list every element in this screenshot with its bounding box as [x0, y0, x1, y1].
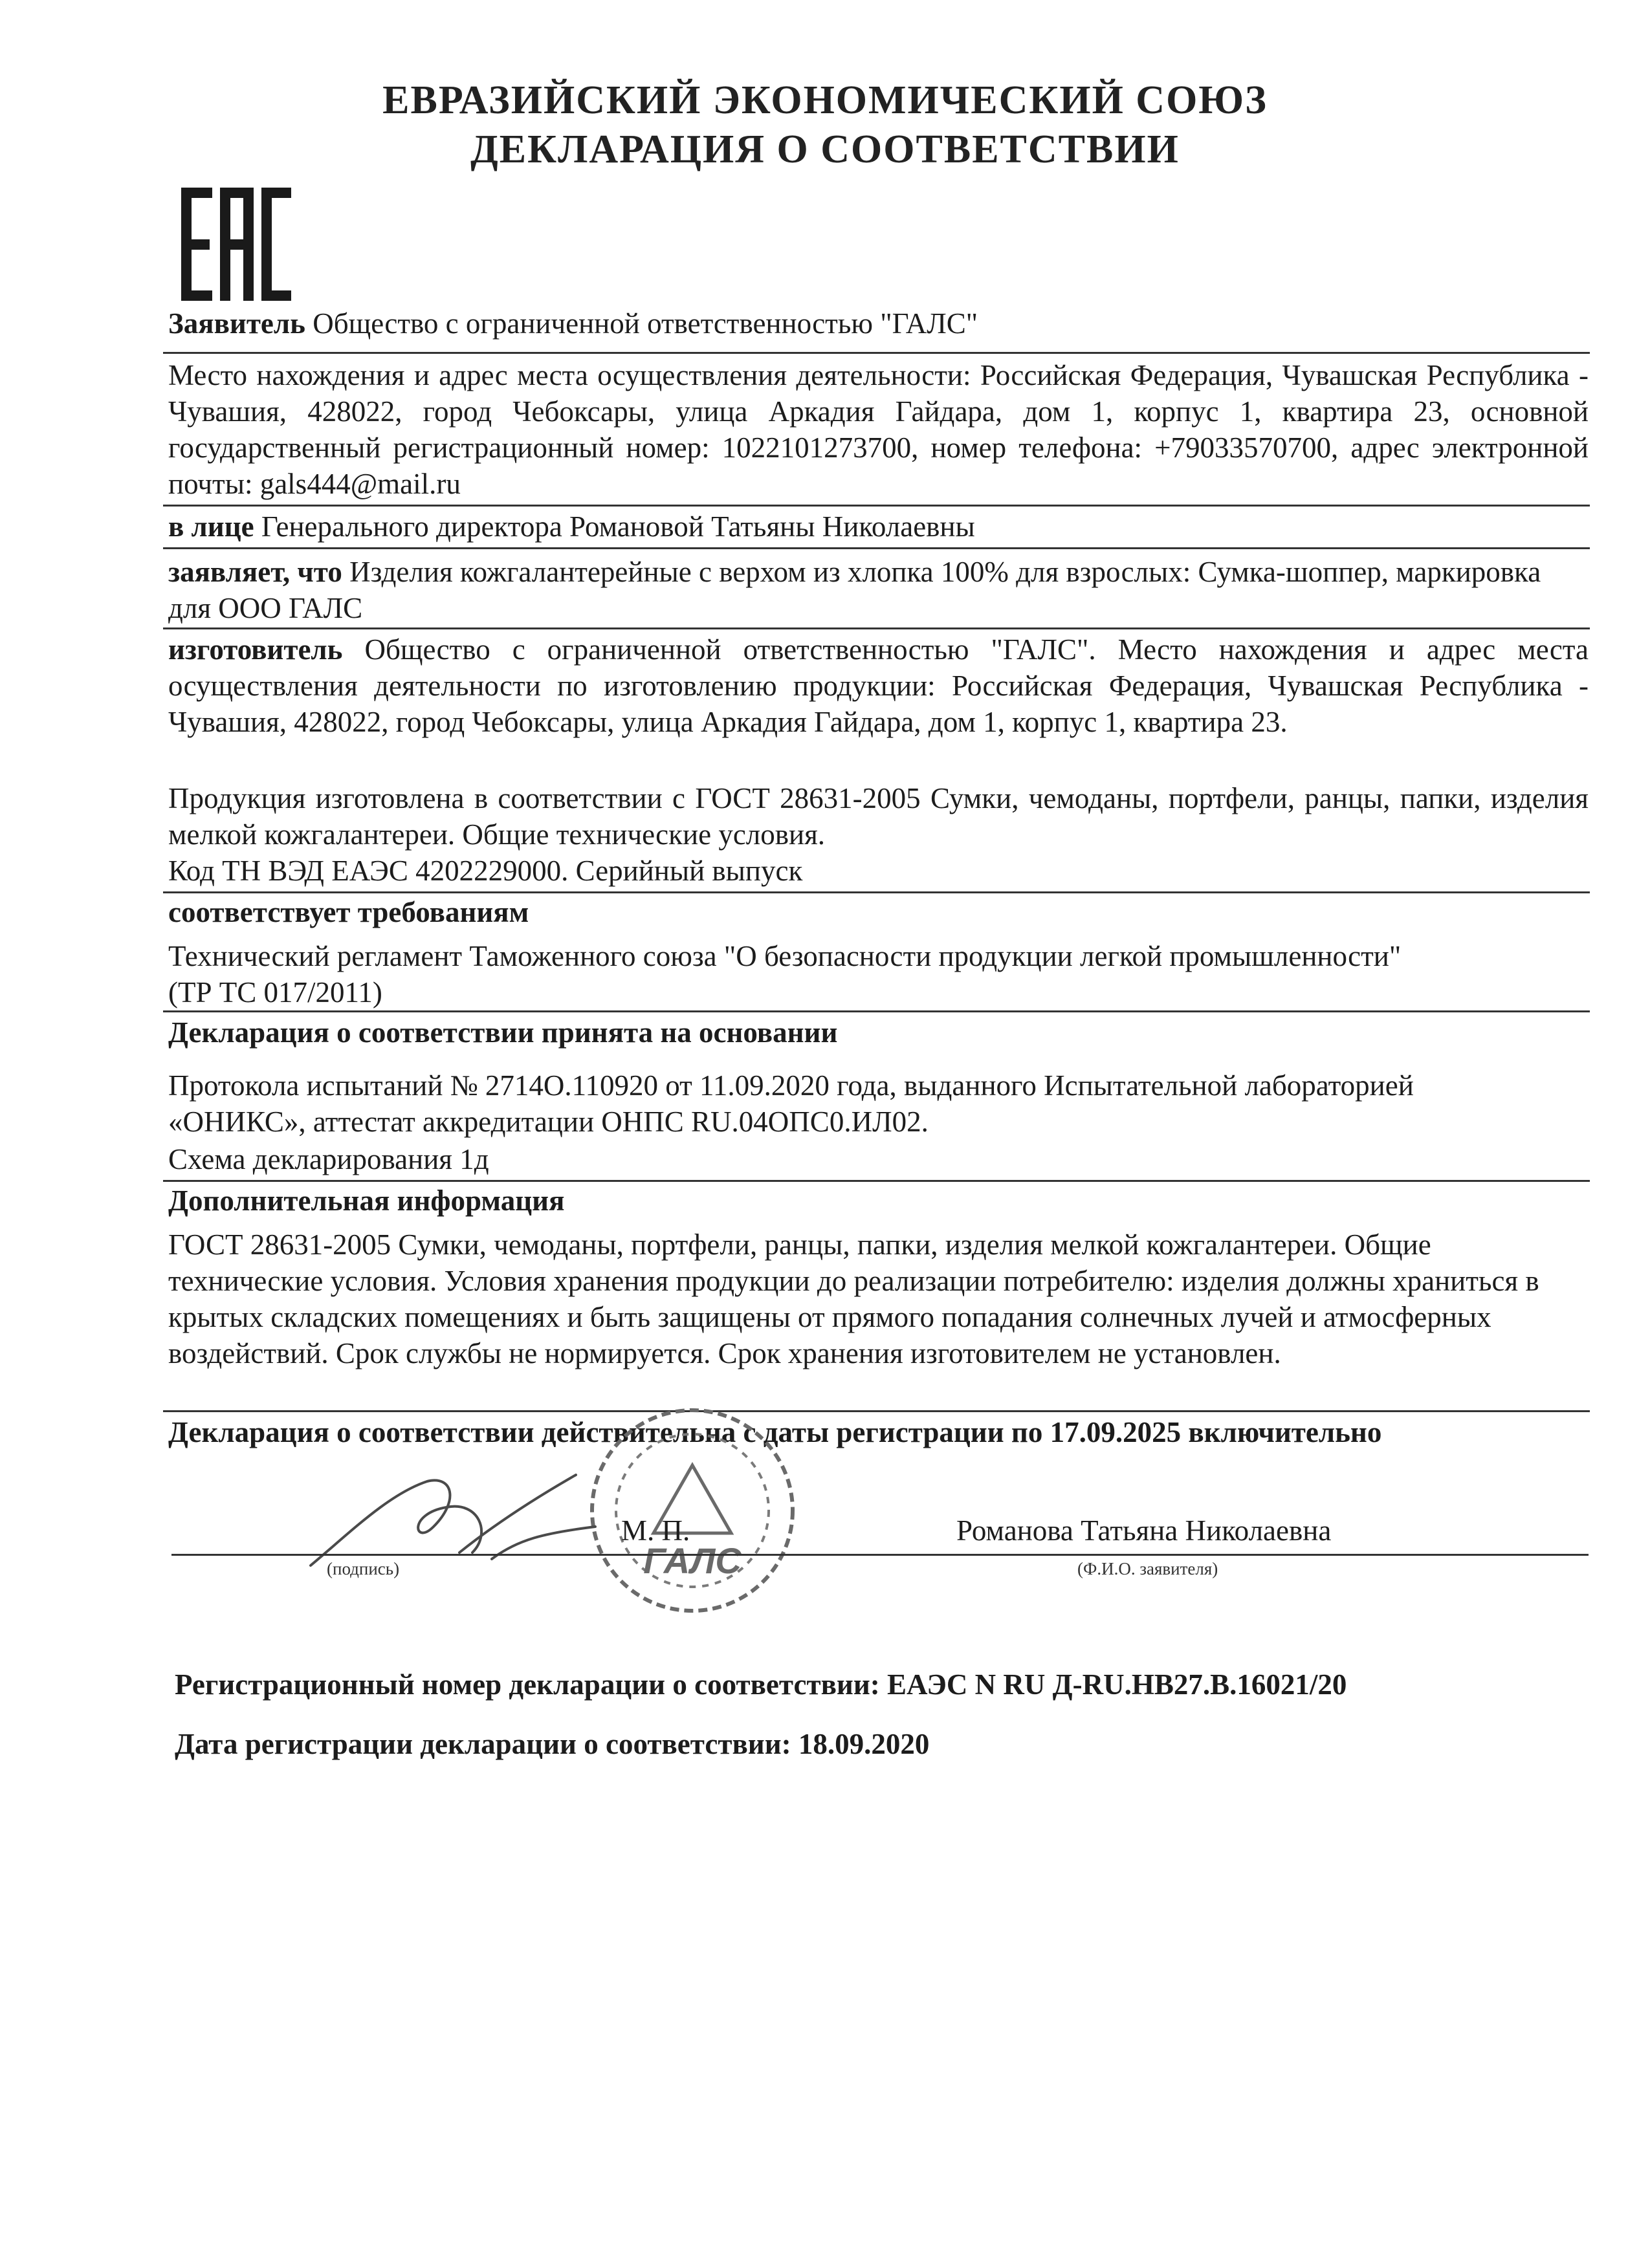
applicant-label: Заявитель — [168, 307, 305, 340]
product-standard-text: Продукция изготовлена в соответствии с ГОСТ 28631-2005 Сумки, чемоданы, портфели, ранцы, папки, изделия мелкой кожгалантереи. Общие технические условия. — [168, 782, 1589, 851]
manufacturer-value: Общество с ограниченной ответственностью "ГАЛС". Место нахождения и адрес места осуществления деятельности по изготовлению продукции: Российская Федерация, Чувашская Республика - Чувашия, 428022, город Чебоксары, улица Аркадия Гайдара, дом 1, корпус 1, квартира 23. — [168, 633, 1589, 738]
tn-ved-code: Код ТН ВЭД ЕАЭС 4202229000. Серийный выпуск — [168, 855, 803, 887]
signer-name: Романова Татьяна Николаевна — [956, 1514, 1332, 1547]
represented-value: Генерального директора Романовой Татьяны Николаевны — [261, 510, 975, 543]
name-caption: (Ф.И.О. заявителя) — [1077, 1559, 1218, 1578]
regulation-line: Технический регламент Таможенного союза "О безопасности продукции легкой промышленности" — [168, 940, 1402, 972]
registration-date: Дата регистрации декларации о соответствии: 18.09.2020 — [175, 1728, 930, 1760]
eac-mark-icon — [181, 188, 291, 301]
seal-place-label: М. П. — [621, 1514, 690, 1547]
regulation-code: (ТР ТС 017/2011) — [168, 976, 382, 1009]
signature-caption: (подпись) — [327, 1559, 400, 1578]
round-seal-icon — [586, 1404, 799, 1617]
test-protocol: Протокола испытаний № 2714О.110920 от 11.09.2020 года, выданного Испытательной лабораторией — [168, 1069, 1414, 1102]
declares-value: Изделия кожгалантерейные с верхом из хлопка 100% для взрослых: Сумка-шоппер, маркировка для ООО ГАЛС — [168, 556, 1541, 624]
location-text: Место нахождения и адрес места осуществления деятельности: Российская Федерация, Чувашская Республика - Чувашия, 428022, город Чебоксары, улица Аркадия Гайдара, дом 1, корпус 1, квартира 23, основной государственный регистрационный номер: 1022101273700, номер телефона: +79033570700, адрес электронной почты: gals444@mail.ru — [168, 359, 1589, 500]
divider — [163, 352, 1590, 354]
additional-label: Дополнительная информация — [168, 1184, 565, 1217]
manufacturer-row — [168, 631, 1589, 740]
manufacturer-label: изготовитель — [168, 633, 343, 666]
declares-row — [168, 554, 1589, 626]
declaration-scheme: Схема декларирования 1д — [168, 1143, 489, 1175]
header-union: ЕВРАЗИЙСКИЙ ЭКОНОМИЧЕСКИЙ СОЮЗ — [382, 78, 1268, 122]
represented-label: в лице — [168, 510, 254, 543]
additional-info: ГОСТ 28631-2005 Сумки, чемоданы, портфели, ранцы, папки, изделия мелкой кожгалантереи. Общие технические условия. Условия хранения продукции до реализации потребителю: изделия должны храниться в крытых складских помещениях и быть защищены от прямого попадания солнечных лучей и атмосферных воздействий. Срок службы не нормируется. Срок хранения изготовителем не установлен. — [168, 1228, 1539, 1369]
divider — [163, 505, 1590, 507]
divider — [163, 1410, 1590, 1412]
applicant-row — [168, 305, 1589, 342]
declares-label: заявляет, что — [168, 556, 342, 588]
validity-statement: Декларация о соответствии действительна с даты регистрации по 17.09.2025 включительно — [168, 1416, 1382, 1448]
divider — [163, 1180, 1590, 1182]
header-declaration: ДЕКЛАРАЦИЯ О СООТВЕТСТВИИ — [470, 127, 1180, 171]
divider — [163, 627, 1590, 629]
complies-label: соответствует требованиям — [168, 896, 529, 928]
divider — [163, 547, 1590, 549]
signature-line — [171, 1554, 1589, 1556]
svg-text:ГАЛС: ГАЛС — [643, 1540, 742, 1581]
basis-label: Декларация о соответствии принята на основании — [168, 1016, 838, 1049]
accreditation: «ОНИКС», аттестат аккредитации ОНПС RU.04ОПС0.ИЛ02. — [168, 1106, 929, 1138]
divider — [163, 891, 1590, 893]
represented-row — [168, 508, 1589, 545]
divider — [163, 1010, 1590, 1012]
registration-number: Регистрационный номер декларации о соответствии: ЕАЭС N RU Д-RU.НВ27.В.16021/20 — [175, 1668, 1347, 1701]
applicant-value: Общество с ограниченной ответственностью "ГАЛС" — [313, 307, 978, 340]
